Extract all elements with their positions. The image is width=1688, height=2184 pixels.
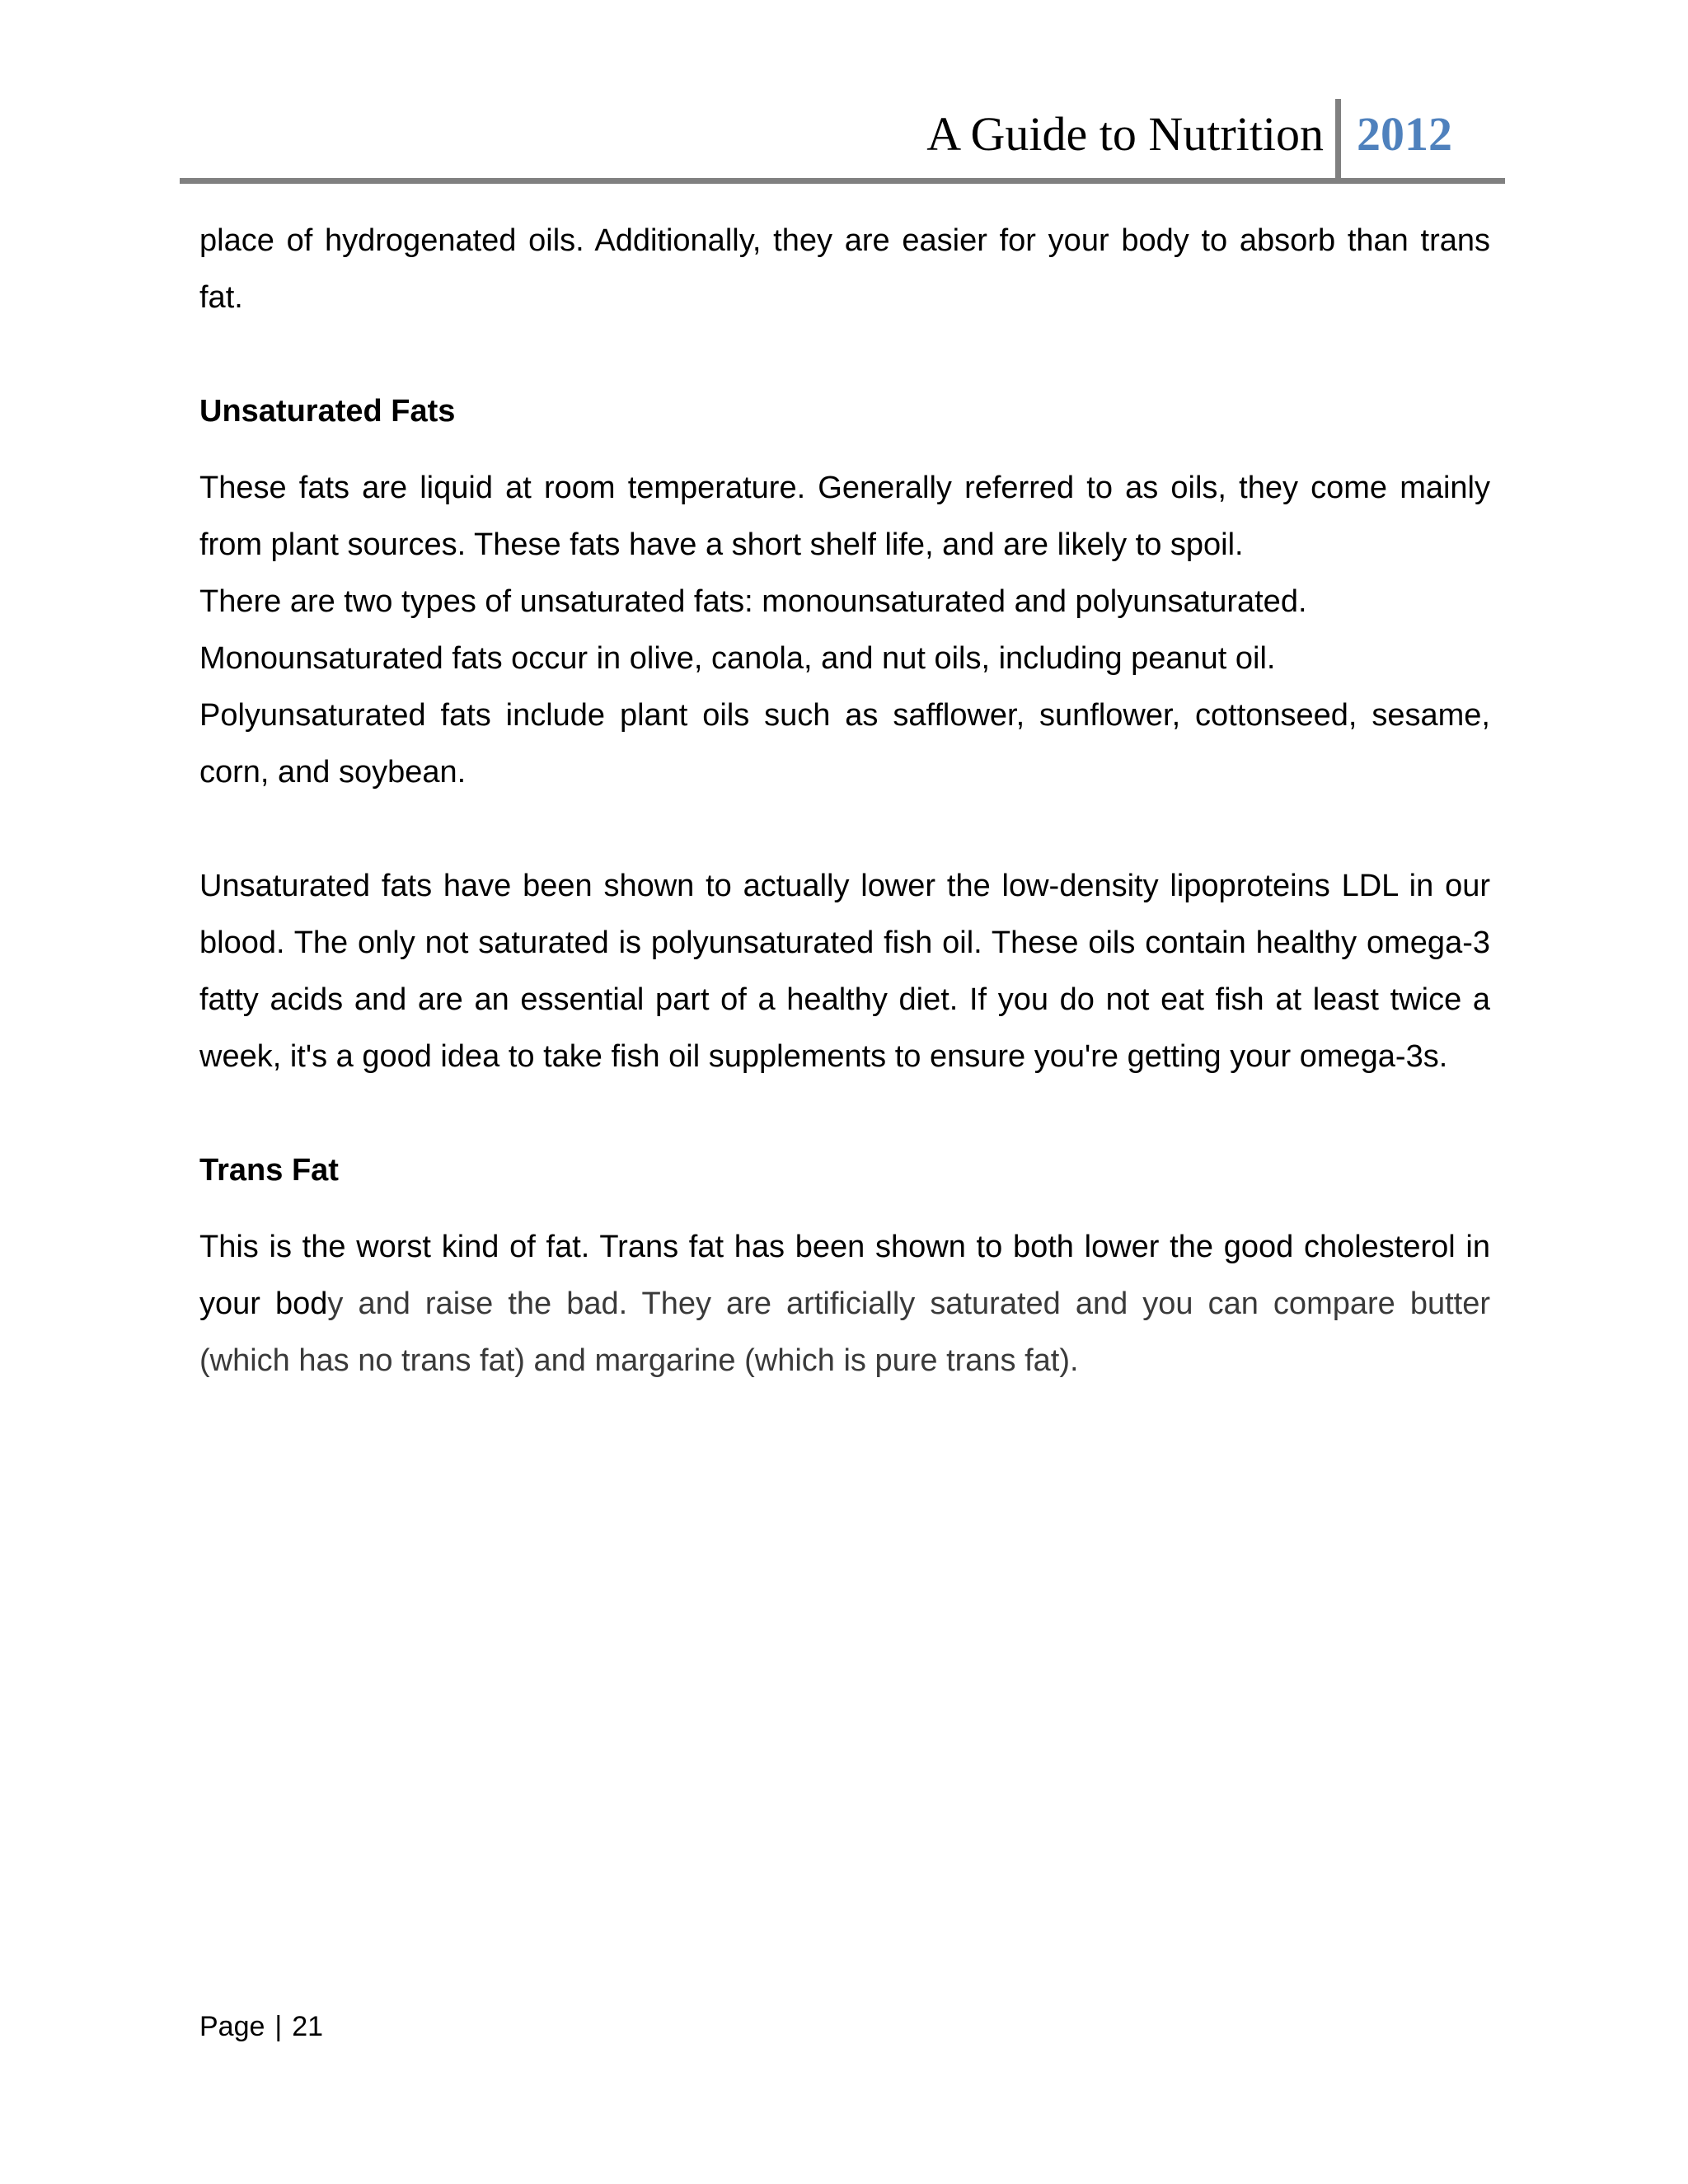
trans-fat-text-dark: This is the worst kind of fat. Trans fat has been shown to both lower the good cholesterol in your bod <box>199 1230 1490 1321</box>
unsaturated-paragraph-2: There are two types of unsaturated fats: monounsaturated and polyunsaturated. <box>199 584 1307 619</box>
unsaturated-paragraph-4: Polyunsaturated fats include plant oils such as safflower, sunflower, cottonseed, sesame, corn, and soybean. <box>199 698 1490 790</box>
trans-fat-paragraph <box>199 1219 1490 1390</box>
page-separator: | <box>274 2011 283 2042</box>
page-header <box>180 99 1505 181</box>
page-label: Page <box>199 2011 265 2042</box>
document-year: 2012 <box>1357 107 1452 161</box>
section-heading-unsaturated-fats: Unsaturated Fats <box>199 394 456 429</box>
page-number: 21 <box>292 2011 324 2042</box>
unsaturated-paragraph-5: Unsaturated fats have been shown to actually lower the low-density lipoproteins LDL in our blood. The only not saturated is polyunsaturated fish oil. These oils contain healthy omega-3 fatty acids and are an essential part of a healthy diet. If you do not eat fish at least twice a week, it's a good idea to take fish oil supplements to ensure you're getting your omega-3s. <box>199 869 1490 1074</box>
section-heading-trans-fat: Trans Fat <box>199 1153 339 1188</box>
page-footer <box>199 2011 323 2043</box>
page-content <box>199 213 1490 1390</box>
document-title: A Guide to Nutrition <box>926 107 1324 161</box>
unsaturated-paragraph-3: Monounsaturated fats occur in olive, canola, and nut oils, including peanut oil. <box>199 641 1276 676</box>
intro-paragraph: place of hydrogenated oils. Additionally, they are easier for your body to absorb than trans fat. <box>199 223 1490 315</box>
unsaturated-paragraph-1: These fats are liquid at room temperature. Generally referred to as oils, they come mainly from plant sources. These fats have a short shelf life, and are likely to spoil. <box>199 471 1490 562</box>
header-divider <box>1335 99 1341 178</box>
header-rule <box>180 178 1505 184</box>
trans-fat-text-light: y and raise the bad. They are artificially saturated and you can compare butter (which has no trans fat) and margarine (which is pure trans fat). <box>199 1286 1490 1378</box>
